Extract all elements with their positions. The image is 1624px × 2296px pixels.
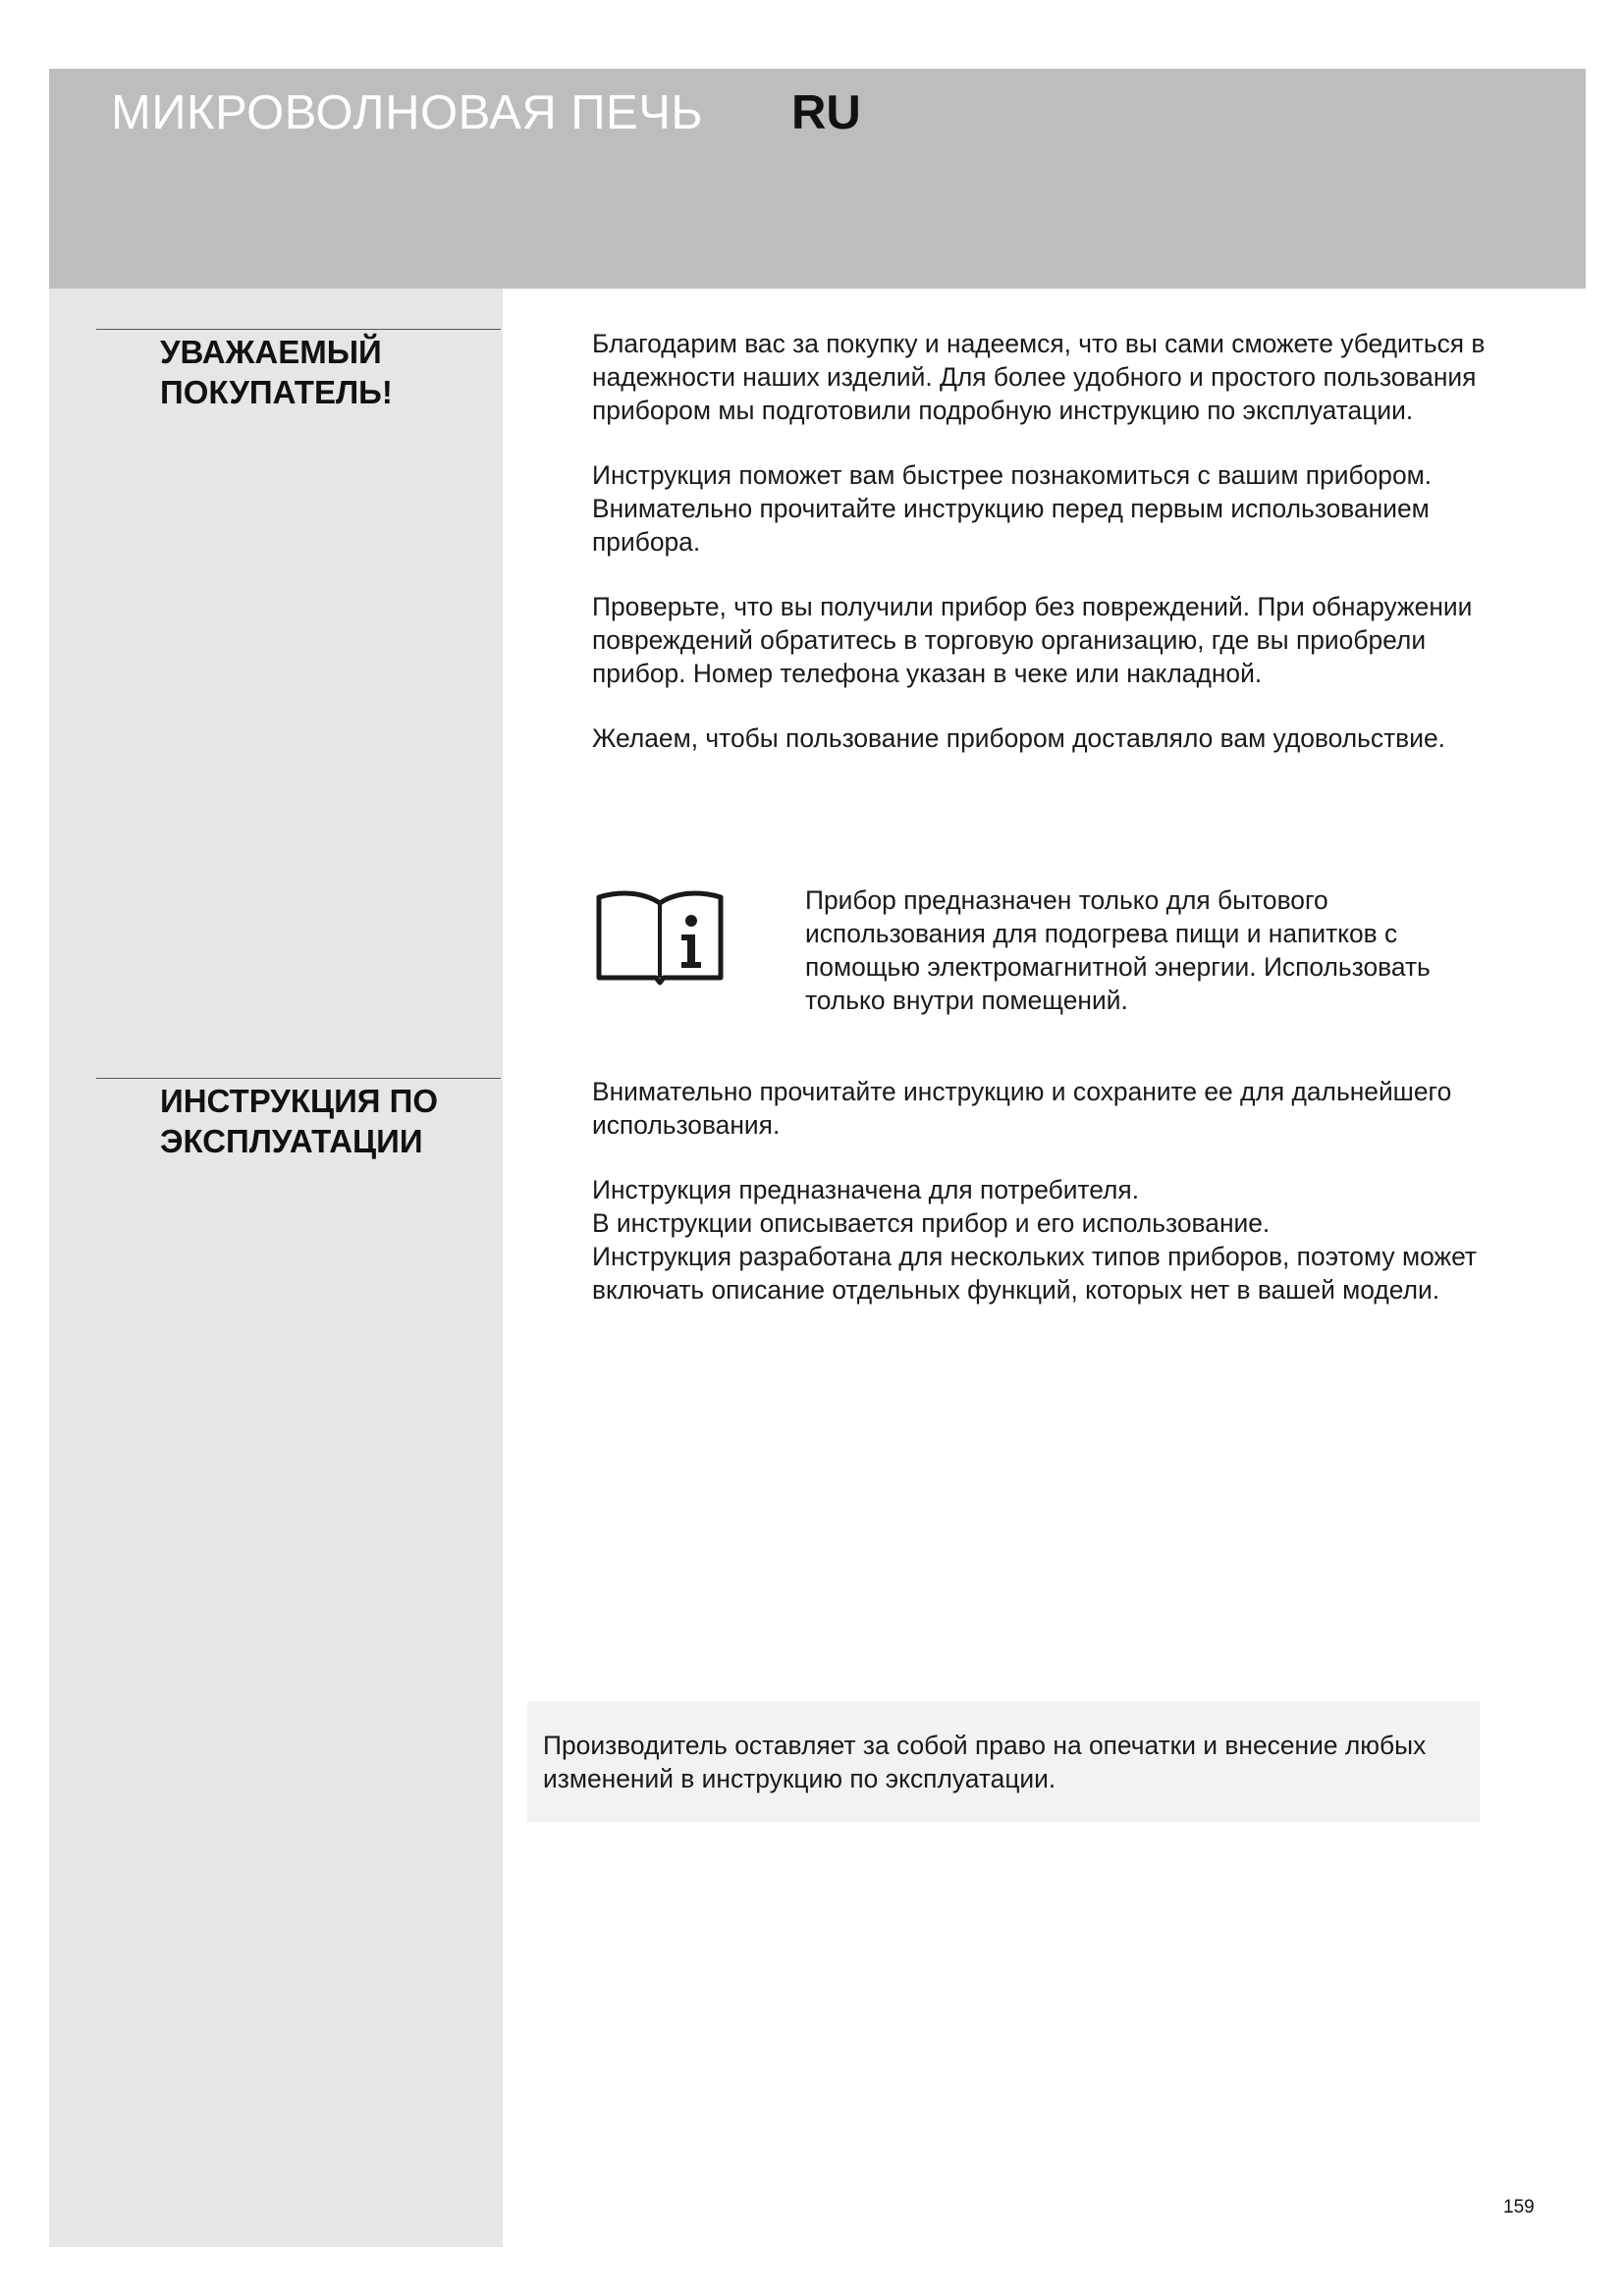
language-code: RU [791,86,861,139]
disclaimer-text: Производитель оставляет за собой право на опечатки и внесение любых изменений в инструкцию по эксплуатации. [543,1731,1427,1793]
paragraph: В инструкции описывается прибор и его использование. [592,1208,1271,1238]
paragraph: Проверьте, что вы получили прибор без повреждений. При обнаружении повреждений обратитесь в торговую организацию, где вы приобрели прибор. Номер телефона указан в чеке или накладной. [592,592,1473,688]
section-divider [96,329,501,330]
info-book-icon [595,887,725,986]
paragraph: Инструкция разработана для нескольких типов приборов, поэтому может включать описание отдельных функций, которых нет в вашей модели. [592,1242,1478,1305]
section-title-dear-customer: УВАЖАЕМЫЙ ПОКУПАТЕЛЬ! [160,334,393,410]
page-number: 159 [1503,2197,1535,2217]
left-sidebar-column [49,289,503,2247]
paragraph: Инструкция предназначена для потребителя. [592,1175,1140,1204]
paragraph: Желаем, чтобы пользование прибором доставляло вам удовольствие. [592,723,1445,753]
paragraph: Благодарим вас за покупку и надеемся, что вы сами сможете убедиться в надежности наших изделий. Для более удобного и простого пользования прибором мы подготовили подробную инструкцию по эксплуатации. [592,329,1486,425]
section-title-instructions: ИНСТРУКЦИЯ ПО ЭКСПЛУАТАЦИИ [160,1083,439,1159]
usage-notice: Прибор предназначен только для бытового использования для подогрева пищи и напитков с помощью электромагнитной энергии. Использовать только внутри помещений. [805,885,1431,1015]
section-dear-customer-body [592,327,1495,755]
section-instructions-body [592,1075,1495,1307]
page-title: МИКРОВОЛНОВАЯ ПЕЧЬ [111,86,704,139]
paragraph: Внимательно прочитайте инструкцию и сохраните ее для дальнейшего использования. [592,1077,1452,1140]
disclaimer-box [527,1701,1480,1822]
section-divider [96,1078,501,1079]
paragraph: Инструкция поможет вам быстрее познакомиться с вашим прибором. Внимательно прочитайте инструкцию перед первым использованием прибора. [592,460,1433,557]
